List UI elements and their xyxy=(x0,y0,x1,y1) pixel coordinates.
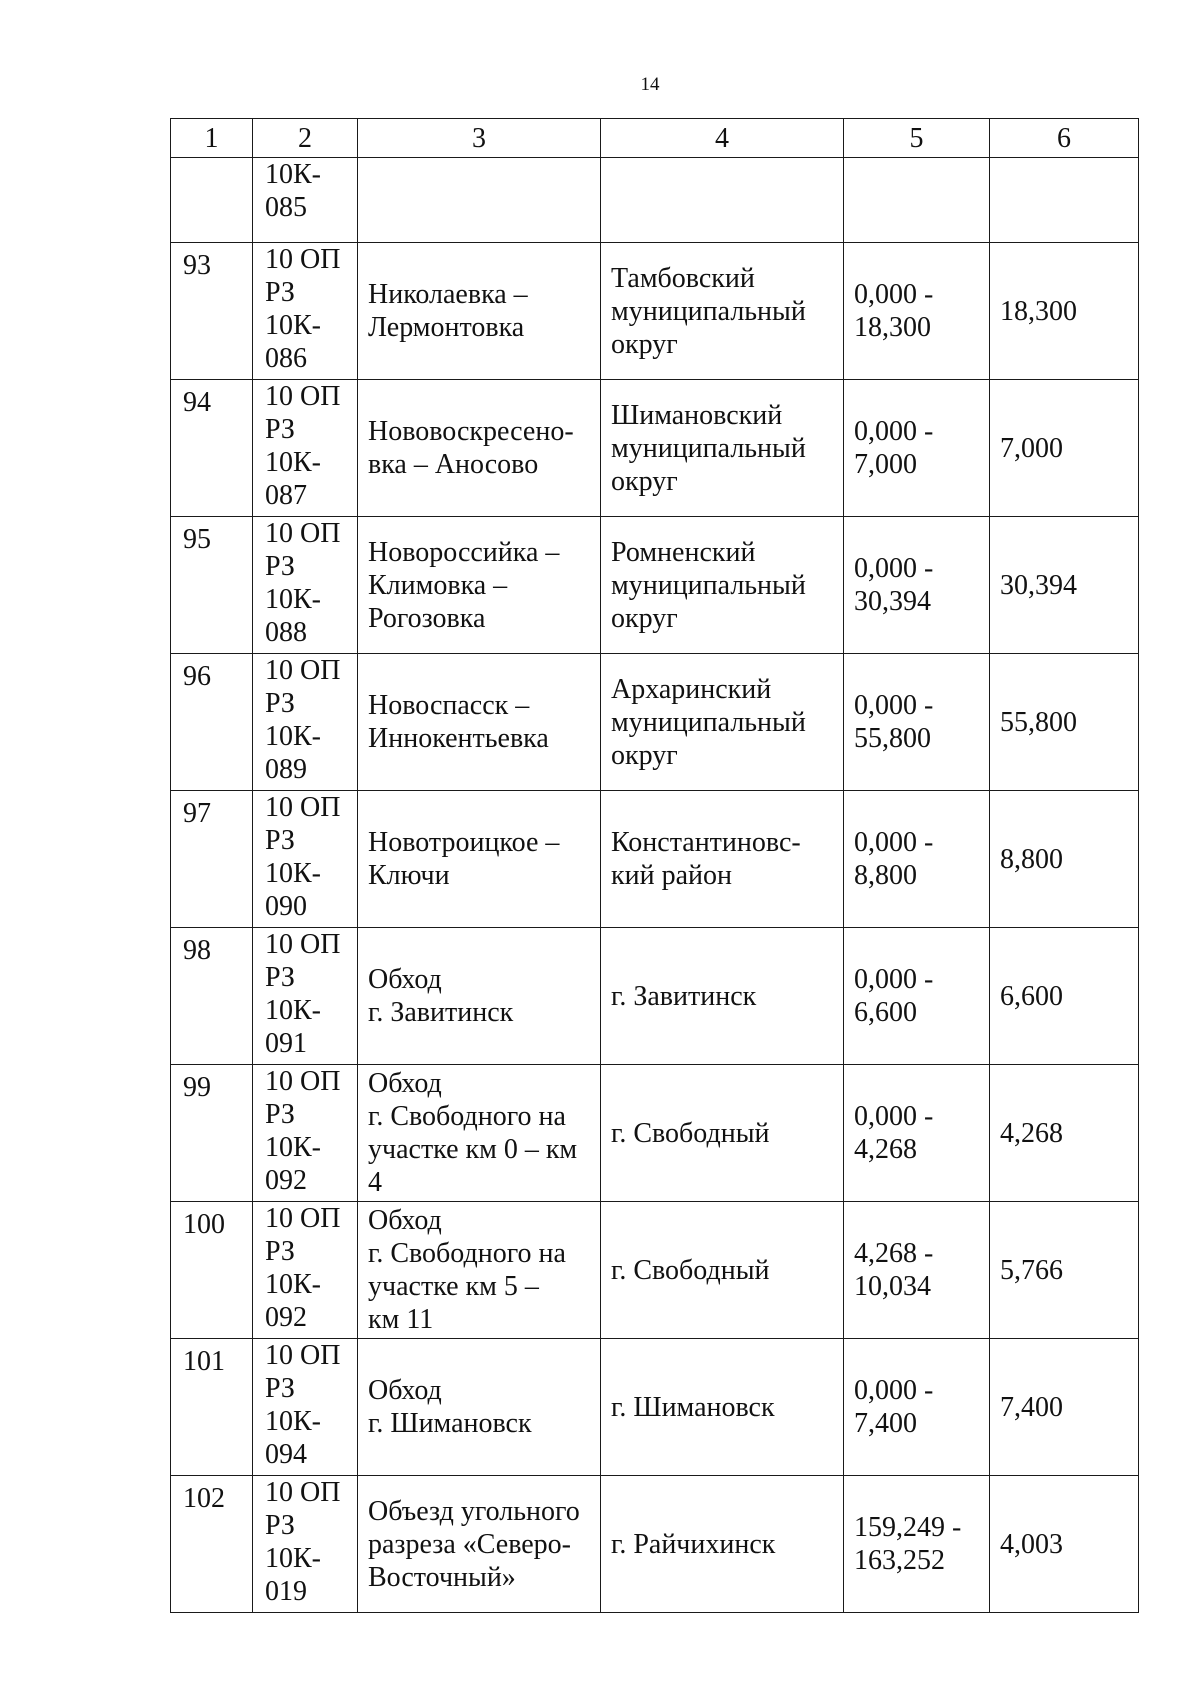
cell-code: 10 ОП РЗ 10К- 087 xyxy=(253,380,358,517)
cell-district: г. Шимановск xyxy=(601,1339,844,1476)
cell-num: 96 xyxy=(171,654,253,791)
header-col-2: 2 xyxy=(253,119,358,158)
header-col-1: 1 xyxy=(171,119,253,158)
cell-code: 10 ОП РЗ 10К- 094 xyxy=(253,1339,358,1476)
cell-length xyxy=(990,158,1139,243)
cell-num: 97 xyxy=(171,791,253,928)
table-row xyxy=(171,654,1139,791)
cell-district xyxy=(601,158,844,243)
cell-km: 0,000 - 6,600 xyxy=(844,928,990,1065)
cell-code: 10 ОП РЗ 10К- 092 xyxy=(253,1065,358,1202)
cell-length: 7,000 xyxy=(990,380,1139,517)
roads-table xyxy=(170,118,1139,1613)
cell-length: 55,800 xyxy=(990,654,1139,791)
table-header-row xyxy=(171,119,1139,158)
cell-code: 10 ОП РЗ 10К- 091 xyxy=(253,928,358,1065)
cell-km xyxy=(844,158,990,243)
cell-length: 5,766 xyxy=(990,1202,1139,1339)
cell-name: Обход г. Свободного на участке км 5 – км 11 xyxy=(358,1202,601,1339)
table-row xyxy=(171,243,1139,380)
cell-num: 99 xyxy=(171,1065,253,1202)
cell-district: Тамбовский муниципальный округ xyxy=(601,243,844,380)
page-number: 14 xyxy=(640,74,660,95)
header-col-3: 3 xyxy=(358,119,601,158)
cell-km: 0,000 - 18,300 xyxy=(844,243,990,380)
cell-district: Шимановский муниципальный округ xyxy=(601,380,844,517)
cell-name: Новоспасск – Иннокентьевка xyxy=(358,654,601,791)
table-row xyxy=(171,1202,1139,1339)
cell-name: Объезд угольного разреза «Северо- Восточный» xyxy=(358,1476,601,1613)
cell-km: 0,000 - 7,000 xyxy=(844,380,990,517)
cell-district: Ромненский муниципальный округ xyxy=(601,517,844,654)
cell-district: г. Райчихинск xyxy=(601,1476,844,1613)
cell-district: г. Завитинск xyxy=(601,928,844,1065)
table-row xyxy=(171,380,1139,517)
cell-name: Нововоскресено- вка – Аносово xyxy=(358,380,601,517)
cell-length: 4,003 xyxy=(990,1476,1139,1613)
cell-num: 95 xyxy=(171,517,253,654)
cell-code: 10 ОП РЗ 10К- 090 xyxy=(253,791,358,928)
cell-km: 0,000 - 30,394 xyxy=(844,517,990,654)
cell-length: 30,394 xyxy=(990,517,1139,654)
cell-num xyxy=(171,158,253,243)
cell-name: Новороссийка – Климовка – Рогозовка xyxy=(358,517,601,654)
cell-district: Константиновс- кий район xyxy=(601,791,844,928)
cell-length: 18,300 xyxy=(990,243,1139,380)
cell-name: Новотроицкое – Ключи xyxy=(358,791,601,928)
cell-length: 7,400 xyxy=(990,1339,1139,1476)
table-row xyxy=(171,1065,1139,1202)
cell-km: 159,249 - 163,252 xyxy=(844,1476,990,1613)
cell-district: г. Свободный xyxy=(601,1065,844,1202)
cell-length: 6,600 xyxy=(990,928,1139,1065)
cell-km: 4,268 - 10,034 xyxy=(844,1202,990,1339)
cell-num: 98 xyxy=(171,928,253,1065)
table-row xyxy=(171,517,1139,654)
cell-km: 0,000 - 8,800 xyxy=(844,791,990,928)
cell-name: Обход г. Шимановск xyxy=(358,1339,601,1476)
cell-code: 10 ОП РЗ 10К- 089 xyxy=(253,654,358,791)
cell-length: 8,800 xyxy=(990,791,1139,928)
cell-km: 0,000 - 7,400 xyxy=(844,1339,990,1476)
table-row-continuation xyxy=(171,158,1139,243)
header-col-5: 5 xyxy=(844,119,990,158)
table-row xyxy=(171,1339,1139,1476)
table-row xyxy=(171,928,1139,1065)
cell-code: 10 ОП РЗ 10К- 086 xyxy=(253,243,358,380)
cell-name xyxy=(358,158,601,243)
header-col-4: 4 xyxy=(601,119,844,158)
header-col-6: 6 xyxy=(990,119,1139,158)
cell-district: Архаринский муниципальный округ xyxy=(601,654,844,791)
cell-num: 93 xyxy=(171,243,253,380)
cell-code: 10 ОП РЗ 10К- 088 xyxy=(253,517,358,654)
cell-district: г. Свободный xyxy=(601,1202,844,1339)
cell-num: 94 xyxy=(171,380,253,517)
cell-code: 10К- 085 xyxy=(253,158,358,243)
cell-name: Николаевка – Лермонтовка xyxy=(358,243,601,380)
table-row xyxy=(171,1476,1139,1613)
cell-length: 4,268 xyxy=(990,1065,1139,1202)
cell-name: Обход г. Свободного на участке км 0 – км 4 xyxy=(358,1065,601,1202)
cell-km: 0,000 - 55,800 xyxy=(844,654,990,791)
cell-code: 10 ОП РЗ 10К- 092 xyxy=(253,1202,358,1339)
cell-km: 0,000 - 4,268 xyxy=(844,1065,990,1202)
cell-code: 10 ОП РЗ 10К- 019 xyxy=(253,1476,358,1613)
cell-num: 101 xyxy=(171,1339,253,1476)
table-row xyxy=(171,791,1139,928)
cell-num: 100 xyxy=(171,1202,253,1339)
cell-num: 102 xyxy=(171,1476,253,1613)
cell-name: Обход г. Завитинск xyxy=(358,928,601,1065)
